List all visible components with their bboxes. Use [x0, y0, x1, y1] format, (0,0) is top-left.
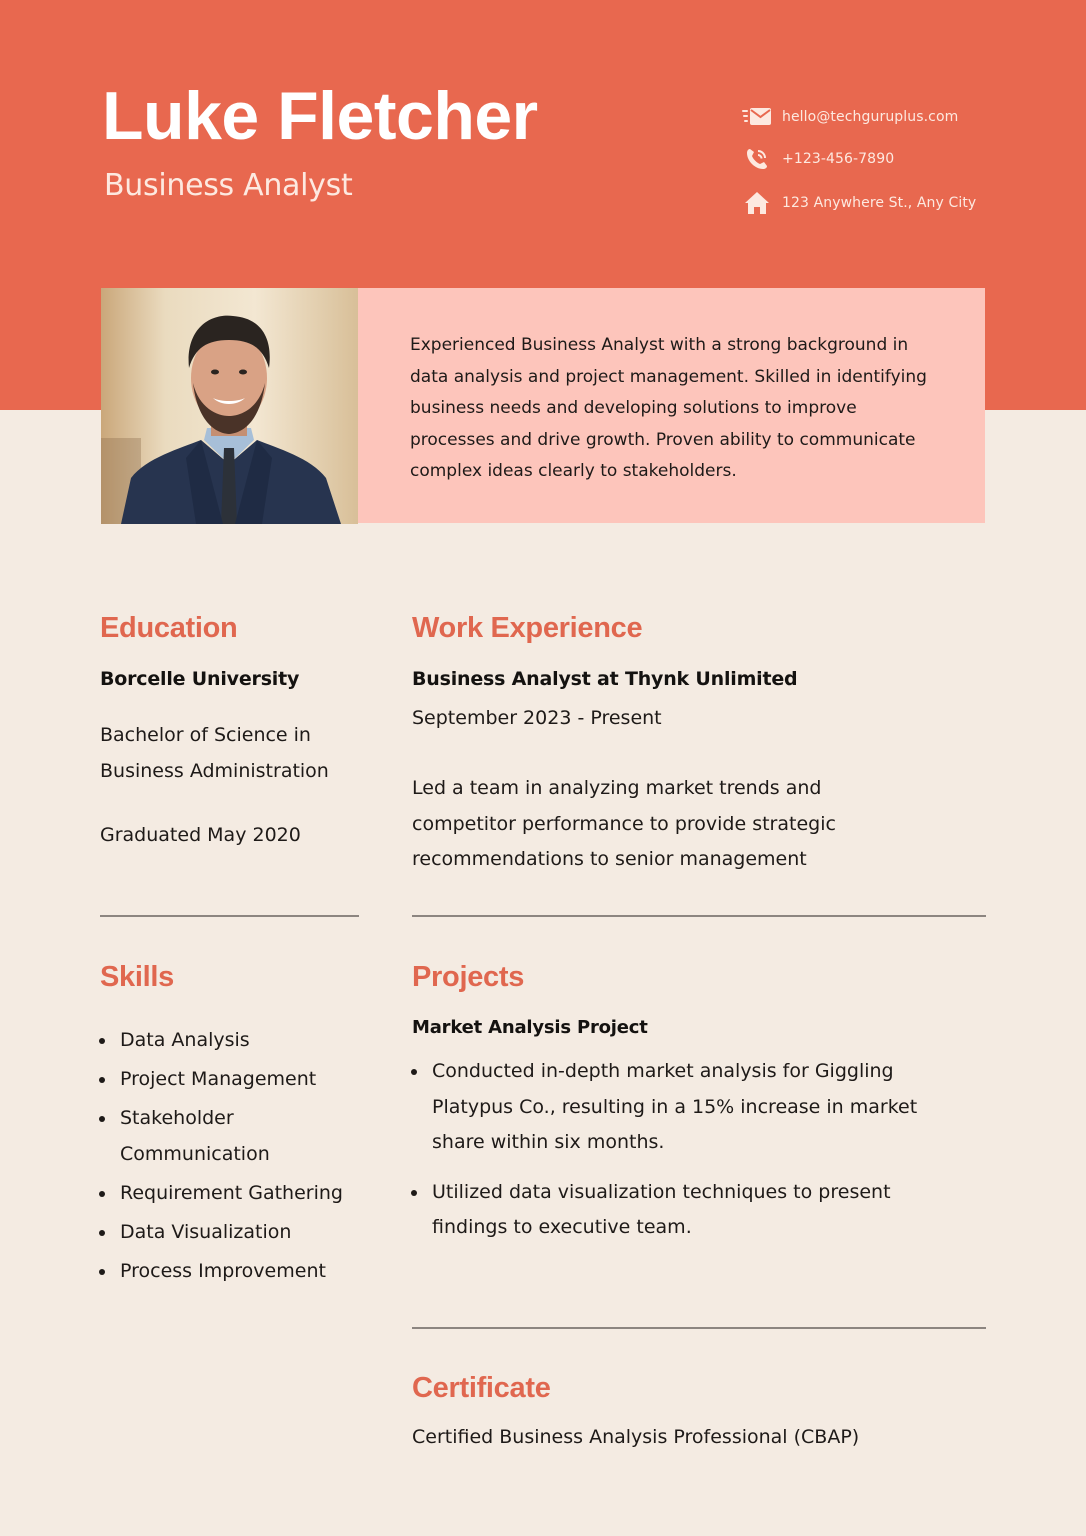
skills-heading: Skills: [100, 961, 174, 993]
skills-list: [99, 1023, 369, 1293]
education-degree-line2: Business Administration: [100, 759, 329, 782]
skill-item: Project Management: [99, 1062, 369, 1098]
project-bullet: Utilized data visualization techniques to present findings to executive team.: [411, 1175, 951, 1246]
education-heading: Education: [100, 612, 238, 644]
summary-box: [358, 288, 985, 523]
project-name: Market Analysis Project: [412, 1017, 648, 1038]
work-position: Business Analyst at Thynk Unlimited: [412, 668, 798, 690]
profile-summary: Experienced Business Analyst with a strong background in data analysis and project management. Skilled in identifying business needs and developing solutions to improve processes and drive growth. Proven ability to communicate complex ideas clearly to stakeholders.: [410, 335, 927, 481]
candidate-name: Luke Fletcher: [102, 78, 538, 154]
education-graduated: Graduated May 2020: [100, 824, 301, 846]
education-school: Borcelle University: [100, 668, 300, 690]
contact-phone[interactable]: [742, 146, 1002, 172]
contact-list: [742, 104, 1002, 232]
contact-email-text: hello@techguruplus.com: [782, 109, 959, 125]
skill-item: Requirement Gathering: [99, 1176, 369, 1212]
education-degree: [100, 718, 380, 789]
certificate-heading: Certificate: [412, 1372, 551, 1404]
project-bullets: [411, 1054, 951, 1260]
contact-phone-text: +123-456-7890: [782, 151, 895, 167]
skill-item: Process Improvement: [99, 1254, 369, 1290]
profile-photo: [101, 288, 358, 524]
projects-heading: Projects: [412, 961, 525, 993]
skill-item: Stakeholder Communication: [99, 1101, 369, 1172]
contact-address-text: 123 Anywhere St., Any City: [782, 195, 977, 211]
mail-icon: [742, 104, 772, 130]
work-dates: September 2023 - Present: [412, 707, 662, 729]
certificate-text: Certified Business Analysis Professional (CBAP): [412, 1426, 860, 1448]
work-heading: Work Experience: [412, 612, 643, 644]
skill-item: Data Analysis: [99, 1023, 369, 1059]
home-icon: [742, 190, 772, 216]
work-divider: [412, 915, 986, 917]
contact-address: [742, 190, 1002, 216]
education-degree-line1: Bachelor of Science in: [100, 724, 311, 746]
portrait-illustration: [101, 288, 358, 524]
phone-icon: [742, 146, 772, 172]
projects-divider: [412, 1327, 986, 1329]
skill-item: Data Visualization: [99, 1215, 369, 1251]
project-bullet: Conducted in-depth market analysis for Giggling Platypus Co., resulting in a 15% increase in market share within six months.: [411, 1054, 951, 1161]
candidate-title: Business Analyst: [104, 168, 353, 203]
contact-email[interactable]: [742, 104, 1002, 130]
work-description: Led a team in analyzing market trends and competitor performance to provide strategic recommendations to senior management: [412, 777, 836, 870]
education-divider: [100, 915, 359, 917]
